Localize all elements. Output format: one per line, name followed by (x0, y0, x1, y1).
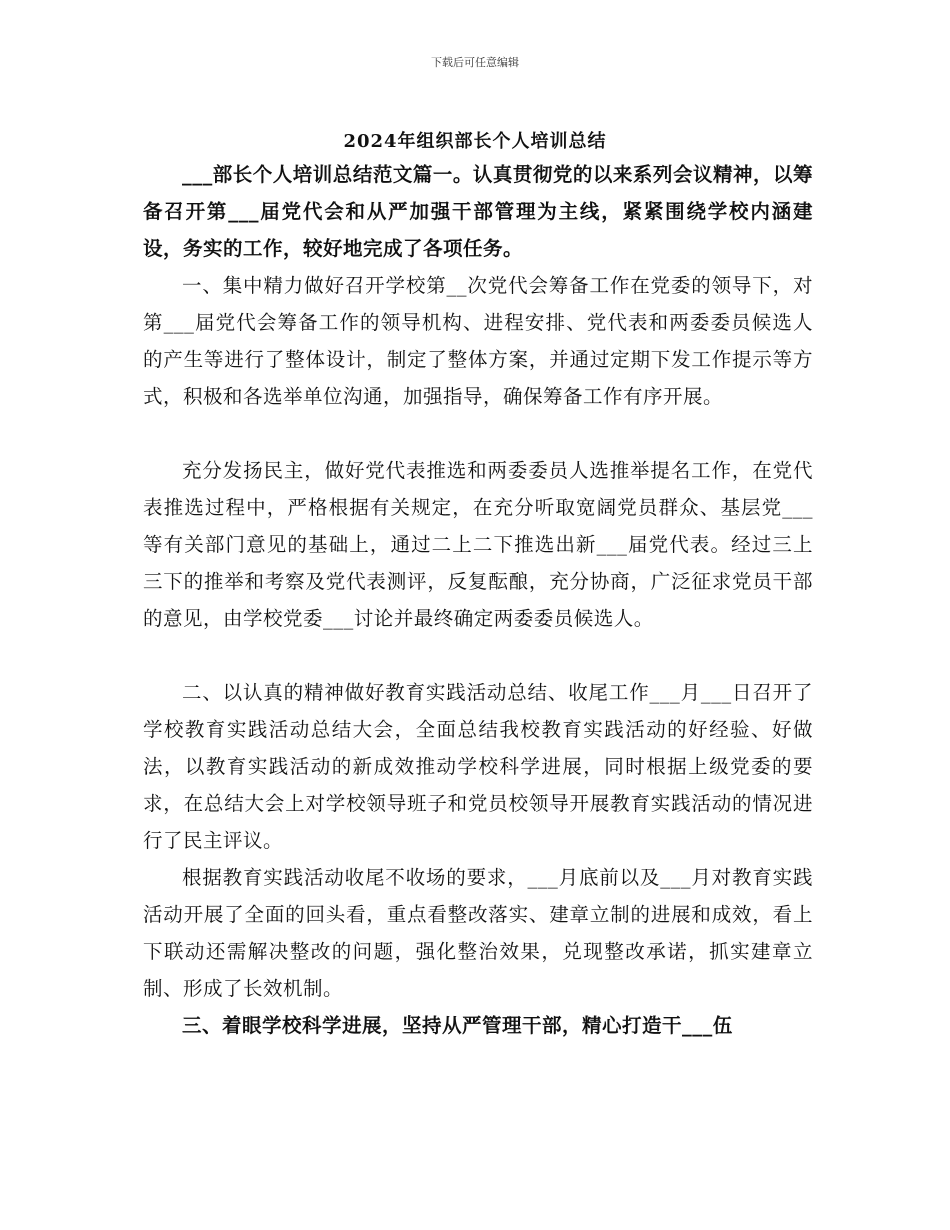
paragraph-followup: 根据教育实践活动收尾不收场的要求，___月底前以及___月对教育实践活动开展了全面的回头看，重点看整改落实、建章立制的进展和成效，看上下联动还需解决整改的问题，强化整治效果，兑现整改承诺，抓实建章立制、形成了长效机制。 (143, 866, 813, 1000)
document-title: 2024年组织部长个人培训总结 (343, 131, 607, 152)
paragraph-section-2: 二、以认真的精神做好教育实践活动总结、收尾工作___月___日召开了学校教育实践活动总结大会，全面总结我校教育实践活动的好经验、好做法，以教育实践活动的新成效推动学校科学进展，同时根据上级党委的要求，在总结大会上对学校领导班子和党员校领导开展教育实践活动的情况进行了民主评议。 (143, 681, 813, 852)
paragraph-section-3-heading: 三、着眼学校科学进展，坚持从严管理干部，精心打造干___伍 (182, 1014, 733, 1037)
paragraph-democracy: 充分发扬民主，做好党代表推选和两委委员人选推举提名工作，在党代表推选过程中，严格根据有关规定，在充分听取宽阔党员群众、基层党___等有关部门意见的基础上，通过二上二下推选出新___届党代表。经过三上三下的推举和考察及党代表测评，反复酝酿，充分协商，广泛征求党员干部的意见，由学校党委___讨论并最终确定两委委员候选人。 (143, 459, 813, 630)
paragraph-intro: ___部长个人培训总结范文篇一。认真贯彻党的以来系列会议精神，以筹备召开第___届党代会和从严加强干部管理为主线，紧紧围绕学校内涵建设，务实的工作，较好地完成了各项任务。 (143, 163, 813, 260)
page-header-note: 下载后可任意编辑 (431, 56, 519, 69)
paragraph-section-1: 一、集中精力做好召开学校第__次党代会筹备工作在党委的领导下，对第___届党代会筹备工作的领导机构、进程安排、党代表和两委委员候选人的产生等进行了整体设计，制定了整体方案，并通过定期下发工作提示等方式，积极和各选举单位沟通，加强指导，确保筹备工作有序开展。 (143, 274, 813, 408)
